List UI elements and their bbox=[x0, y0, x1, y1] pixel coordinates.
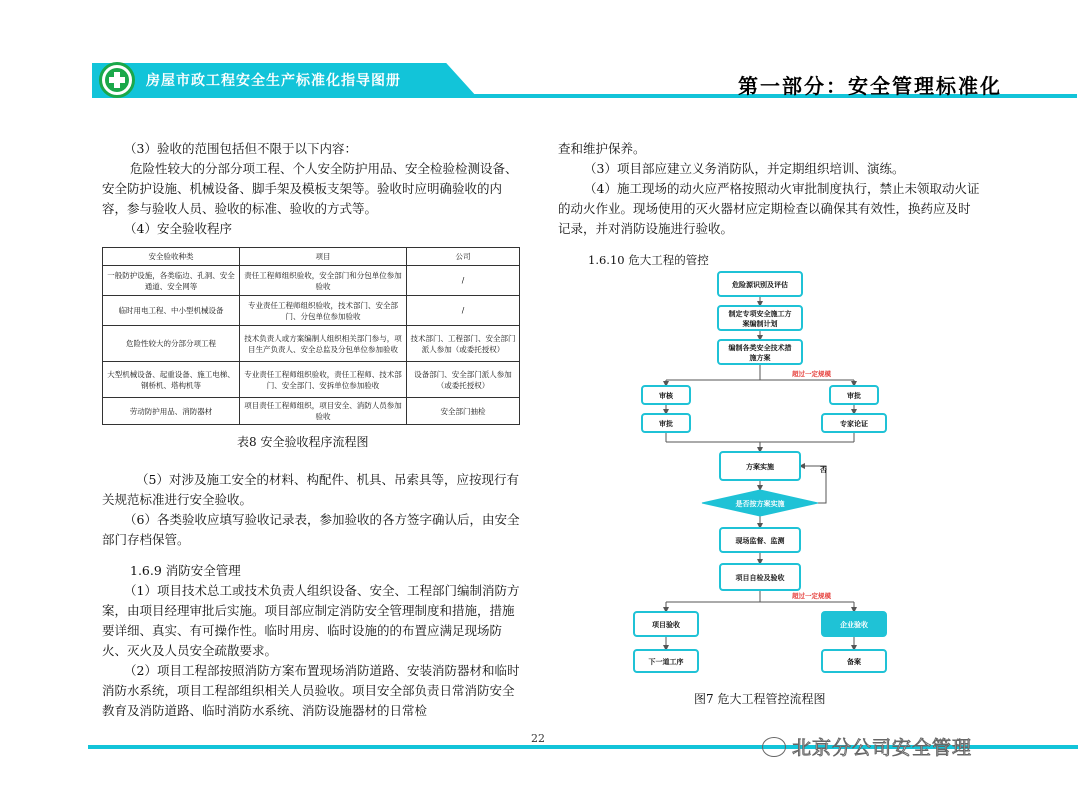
flow-note: 超过一定规模 bbox=[792, 370, 831, 378]
flow-label: 编制各类安全技术措 bbox=[728, 344, 792, 352]
table-row bbox=[103, 362, 520, 398]
table-cell: / bbox=[407, 266, 520, 296]
table-header: 安全验收种类 bbox=[103, 248, 240, 266]
table-cell: 设备部门、安全部门派人参加（或委托授权） bbox=[407, 362, 520, 398]
paragraph: （1）项目技术总工或技术负责人组织设备、安全、工程部门编制消防方案，由项目经理审批后实施。项目部应制定消防安全管理制度和措施，措施要详细、真实、有可操作性。临时用房、临时设施的的布置应满足现场防火、灭火及人员安全疏散要求。 bbox=[102, 583, 520, 658]
paragraph: （6）各类验收应填写验收记录表，参加验收的各方签字确认后，由安全部门存档保管。 bbox=[102, 512, 520, 547]
flow-label: 施方案 bbox=[749, 354, 771, 362]
section-title: 第一部分：安全管理标准化 bbox=[738, 74, 1002, 98]
table-header: 项目 bbox=[240, 248, 407, 266]
page-number: 22 bbox=[531, 732, 545, 745]
flow-label: 危险源识别及评估 bbox=[732, 281, 788, 289]
paragraph: （3）验收的范围包括但不限于以下内容： bbox=[124, 141, 357, 156]
table-cell: 大型机械设备、起重设备、施工电梯、钢桥机、塔构机等 bbox=[103, 362, 240, 398]
flow-label: 案编制计划 bbox=[742, 320, 778, 328]
section-heading: 1.6.9 消防安全管理 bbox=[130, 563, 241, 578]
table-cell: 一般防护设施，各类临边、孔洞、安全通道、安全网等 bbox=[103, 266, 240, 296]
table-cell: 危险性较大的分部分项工程 bbox=[103, 326, 240, 362]
flow-label: 下一道工序 bbox=[648, 658, 684, 666]
flow-label: 现场监督、监测 bbox=[735, 537, 785, 545]
flow-label: 否 bbox=[820, 466, 827, 474]
table-row bbox=[103, 296, 520, 326]
table-cell: 项目责任工程师组织，项目安全、消防人员参加验收 bbox=[240, 398, 407, 425]
flow-label: 制定专项安全施工方 bbox=[728, 310, 792, 318]
flow-label: 企业验收 bbox=[840, 621, 868, 629]
flow-label: 备案 bbox=[847, 658, 861, 666]
wechat-icon bbox=[762, 737, 786, 757]
figure-caption: 图7 危大工程管控流程图 bbox=[694, 692, 826, 706]
table-cell: 临时用电工程、中小型机械设备 bbox=[103, 296, 240, 326]
watermark-text: 北京分公司安全管理 bbox=[792, 737, 973, 759]
paragraph: （4）施工现场的动火应严格按照动火审批制度执行，禁止未领取动火证的动火作业。现场使用的灭火器材应定期检查以确保其有效性，换药应及时记录，并对消防设施进行验收。 bbox=[558, 181, 980, 236]
section-heading: 1.6.10 危大工程的管控 bbox=[588, 253, 709, 267]
flow-label: 方案实施 bbox=[746, 463, 774, 471]
hazard-control-flowchart bbox=[620, 268, 920, 678]
paragraph: 查和维护保养。 bbox=[558, 141, 646, 156]
flow-label: 专家论证 bbox=[840, 420, 868, 428]
table-cell: 责任工程师组织验收，安全部门和分包单位参加验收 bbox=[240, 266, 407, 296]
table-header-row bbox=[103, 248, 520, 266]
flow-label: 项目验收 bbox=[652, 621, 680, 629]
table-row bbox=[103, 398, 520, 425]
paragraph: （2）项目工程部按照消防方案布置现场消防道路、安装消防器材和临时消防水系统，项目工程部组织相关人员验收。项目安全部负责日常消防安全教育及消防道路、临时消防水系统、消防设施器材的日常检 bbox=[102, 663, 520, 718]
table-header: 公司 bbox=[407, 248, 520, 266]
flow-label: 审批 bbox=[847, 392, 861, 400]
table-cell: 专业责任工程师组织验收，技术部门、安全部门、分包单位参加验收 bbox=[240, 296, 407, 326]
table-cell: / bbox=[407, 296, 520, 326]
paragraph: （4）安全验收程序 bbox=[124, 221, 232, 236]
paragraph: 危险性较大的分部分项工程、个人安全防护用品、安全检验检测设备、安全防护设施、机械设备、脚手架及模板支架等。验收时应明确验收的内容，参与验收人员、验收的标准、验收的方式等。 bbox=[102, 161, 518, 216]
flow-label: 审核 bbox=[659, 392, 673, 400]
paragraph: （3）项目部应建立义务消防队，并定期组织培训、演练。 bbox=[584, 161, 905, 176]
book-title: 房屋市政工程安全生产标准化指导图册 bbox=[146, 73, 401, 89]
acceptance-table bbox=[102, 247, 520, 425]
table-cell: 专业责任工程师组织验收，责任工程师、技术部门、安全部门、安拆单位参加验收 bbox=[240, 362, 407, 398]
paragraph: （5）对涉及施工安全的材料、构配件、机具、吊索具等，应按现行有关规范标准进行安全验收。 bbox=[102, 472, 519, 507]
table-cell: 技术负责人或方案编制人组织相关部门参与，项目生产负责人、安全总监及分包单位参加验收 bbox=[240, 326, 407, 362]
table-cell: 安全部门抽检 bbox=[407, 398, 520, 425]
flow-label: 是否按方案实施 bbox=[735, 500, 785, 508]
table-row bbox=[103, 266, 520, 296]
flow-label: 项目自检及验收 bbox=[735, 574, 785, 582]
flow-label: 审批 bbox=[659, 420, 673, 428]
cross-icon-h bbox=[109, 77, 125, 83]
table-row bbox=[103, 326, 520, 362]
table-cell: 劳动防护用品、消防器材 bbox=[103, 398, 240, 425]
flow-note: 超过一定规模 bbox=[792, 592, 831, 600]
table-cell: 技术部门、工程部门、安全部门派人参加（或委托授权） bbox=[407, 326, 520, 362]
table-caption: 表8 安全验收程序流程图 bbox=[237, 435, 369, 449]
